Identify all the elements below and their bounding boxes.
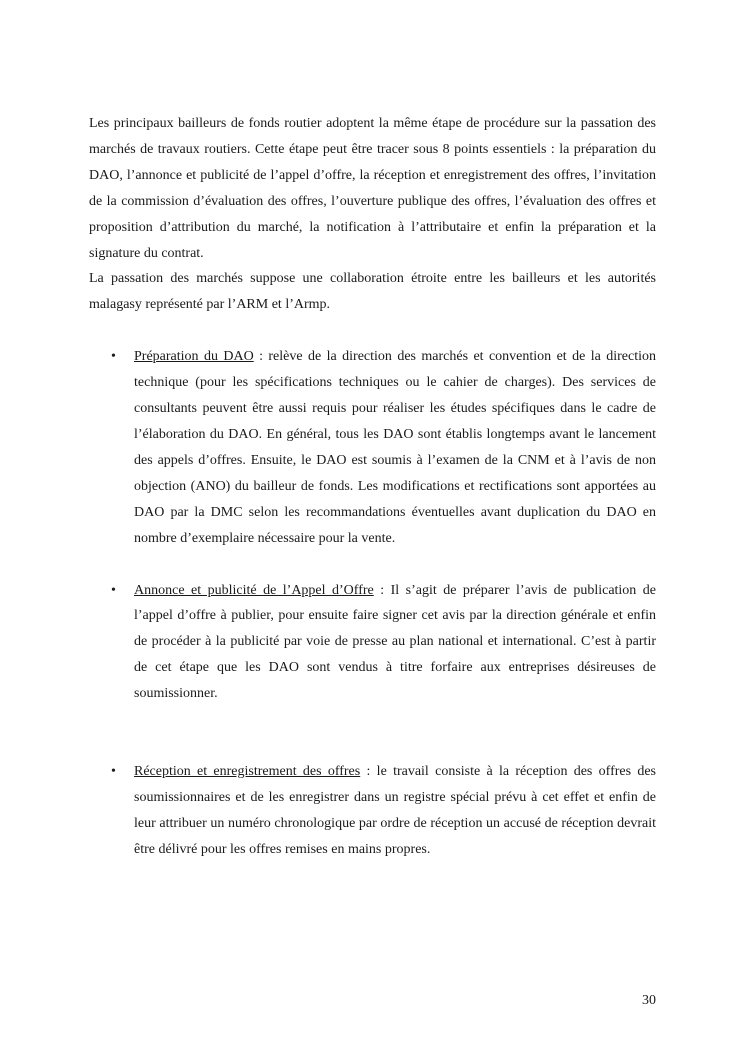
list-item-annonce-publicite	[89, 578, 656, 708]
procedure-steps-list	[89, 344, 656, 862]
bullet-title: Réception et enregistrement des offres	[134, 764, 361, 780]
bullet-icon: •	[111, 764, 116, 780]
list-item-preparation-dao	[89, 344, 656, 551]
bullet-title: Préparation du DAO	[134, 349, 254, 365]
bullet-text: : le travail consiste à la réception des offres des soumissionnaires et de les enregistrer dans un registre spécial prévu à cet effet et enfin de leur attribuer un numéro chronologique par ordre de réception un accusé de réception devrait être délivré pour les offres remises en mains propres.	[134, 764, 657, 857]
bullet-icon: •	[111, 349, 116, 365]
bullet-title: Annonce et publicité de l’Appel d’Offre	[134, 582, 374, 598]
intro-paragraph-1: Les principaux bailleurs de fonds routier adoptent la même étape de procédure sur la passation des marchés de travaux routiers. Cette étape peut être tracer sous 8 points essentiels : la préparation du DAO, l’annonce et publicité de l’appel d’offre, la réception et enregistrement des offres, l’invitation de la commission d’évaluation des offres, l’ouverture publique des offres, l’évaluation des offres et proposition d’attribution du marché, la notification à l’attributaire et enfin la préparation et la signature du contrat.	[89, 116, 656, 261]
bullet-text: : relève de la direction des marchés et convention et de la direction technique (pour les spécifications techniques ou le cahier de charges). Des services de consultants peuvent être aussi requis pour réaliser les études spécifiques dans le cadre de l’élaboration du DAO. En général, tous les DAO sont établis longtemps avant le lancement des appels d’offres. Ensuite, le DAO est soumis à l’examen de la CNM et à l’avis de non objection (ANO) du bailleur de fonds. Les modifications et rectifications sont apportées au DAO par la DMC selon les recommandations éventuelles avant duplication du DAO en nombre d’exemplaire nécessaire pour la vente.	[134, 349, 656, 546]
bullet-text: : Il s’agit de préparer l’avis de publication de l’appel d’offre à publier, pour ensuite faire signer cet avis par la direction générale et enfin de procéder à la publicité par voie de presse au plan national et international. C’est à partir de cet étape que les DAO sont vendus à titre forfaire aux entreprises désireuses de soumissionner.	[134, 582, 657, 702]
intro-paragraph-2: La passation des marchés suppose une collaboration étroite entre les bailleurs et les autorités malagasy représenté par l’ARM et l’Armp.	[89, 271, 656, 313]
page-number: 30	[642, 993, 656, 1008]
bullet-icon: •	[111, 582, 116, 598]
document-body	[89, 111, 656, 863]
list-item-reception-offres	[89, 759, 656, 863]
